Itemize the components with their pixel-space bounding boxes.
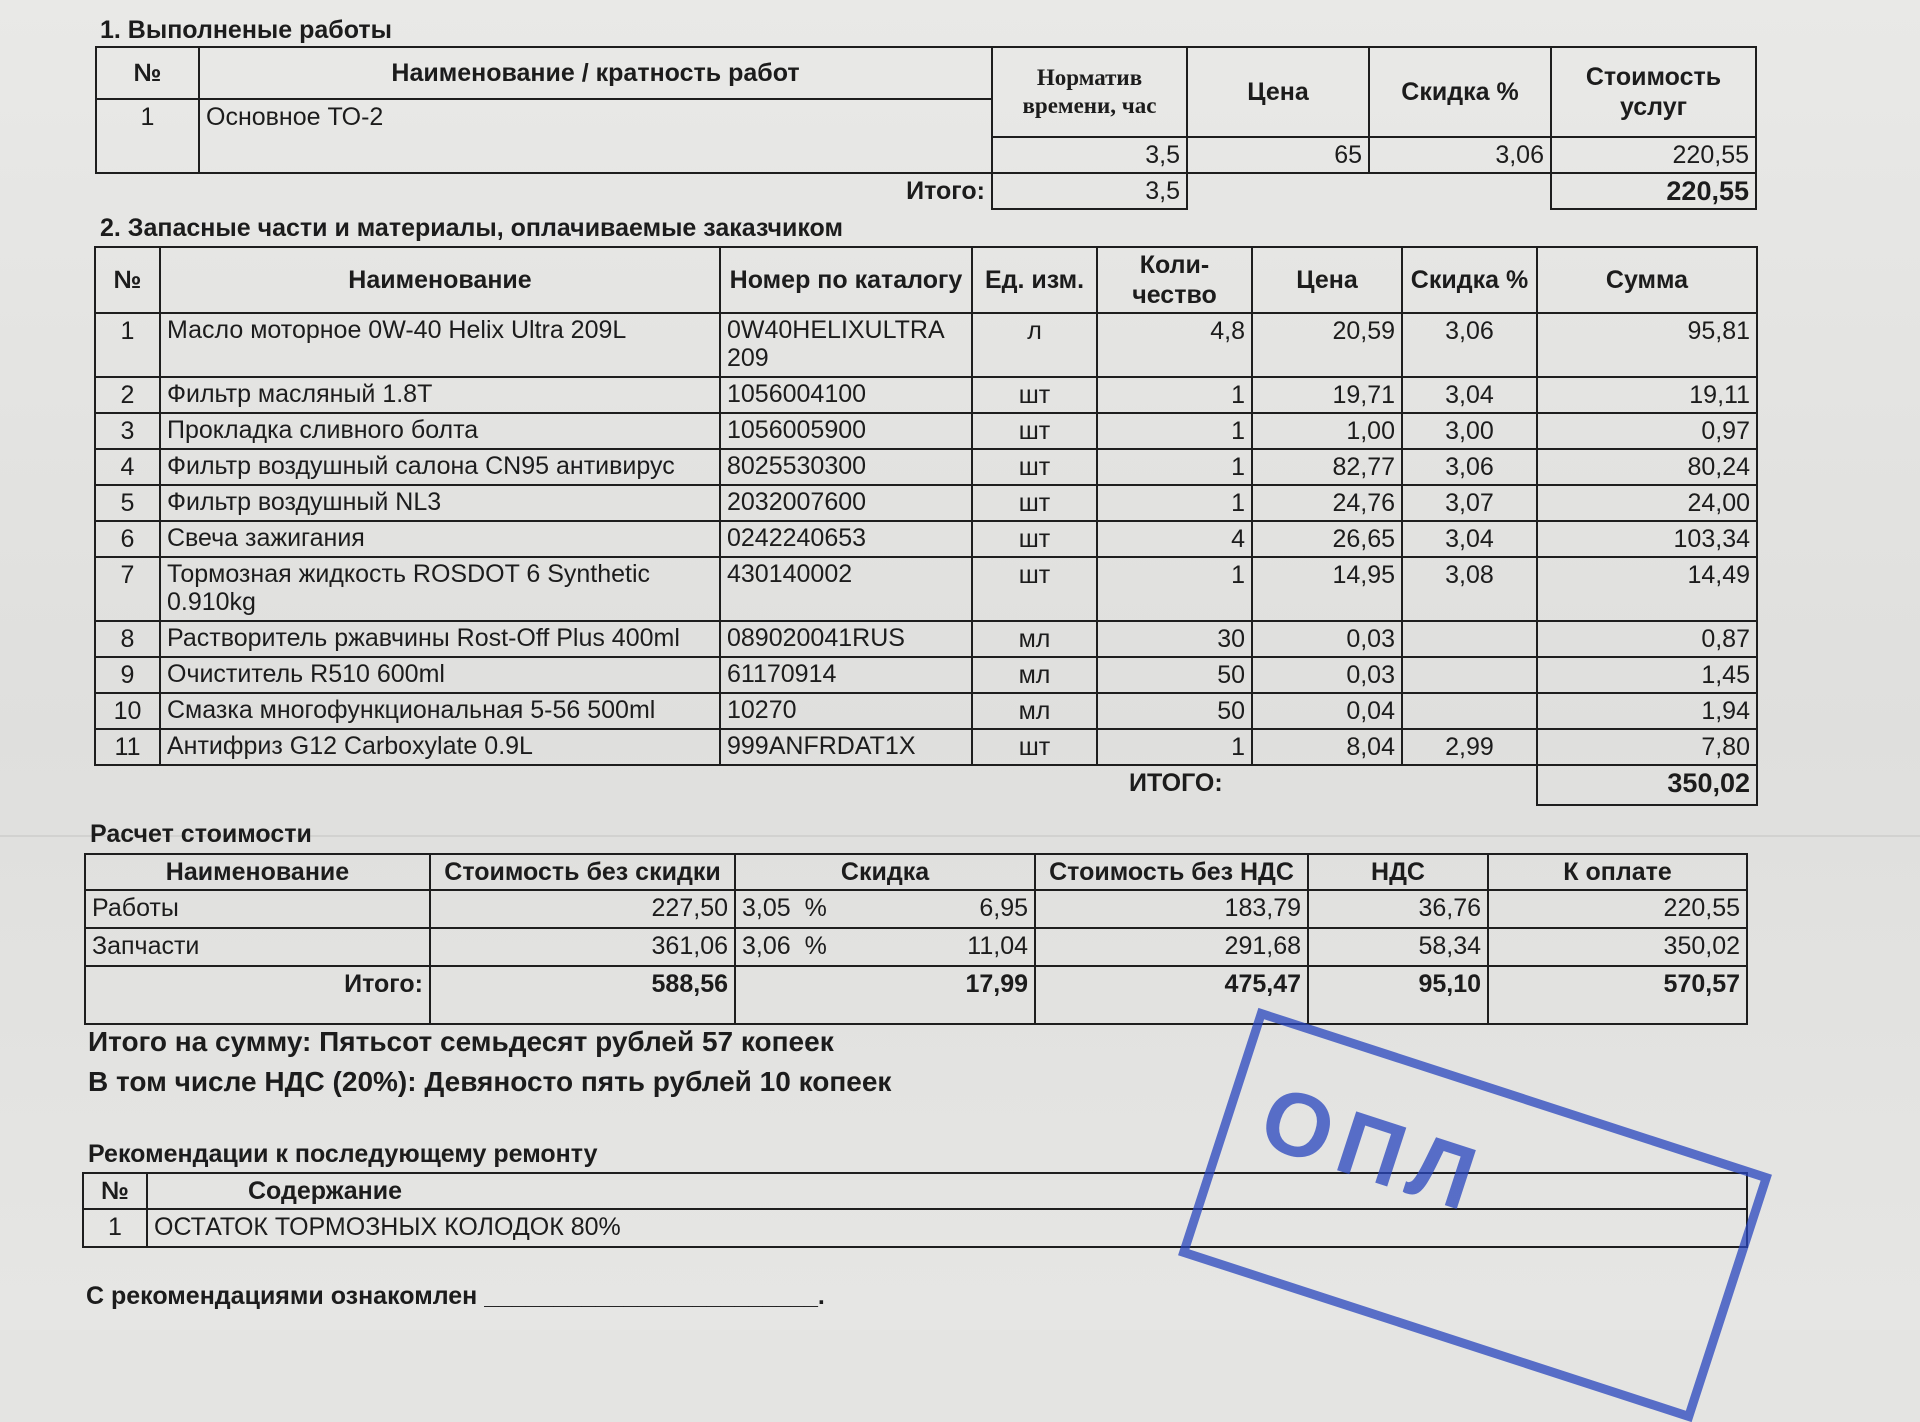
works-row-disc: 3,06 <box>1369 137 1551 173</box>
parts-cell-qty: 4 <box>1097 521 1252 557</box>
parts-cell-price: 82,77 <box>1252 449 1402 485</box>
reco-col-content: Содержание <box>147 1173 1747 1209</box>
parts-cell-unit: мл <box>972 621 1097 657</box>
parts-cell-cat: 089020041RUS <box>720 621 972 657</box>
parts-cell-name: Смазка многофункциональная 5-56 500ml <box>160 693 720 729</box>
parts-cell-no: 8 <box>95 621 160 657</box>
calc-cell-pay: 220,55 <box>1488 890 1747 928</box>
calc-pct-value: 3,05 <box>742 894 791 922</box>
parts-cell-sum: 95,81 <box>1537 313 1757 377</box>
calc-cell-novat: 183,79 <box>1035 890 1308 928</box>
calc-header-row <box>85 854 1747 890</box>
parts-cell-no: 10 <box>95 693 160 729</box>
parts-cell-no: 4 <box>95 449 160 485</box>
parts-col-sum: Сумма <box>1537 247 1757 313</box>
parts-cell-qty: 50 <box>1097 693 1252 729</box>
calc-cell-pay: 350,02 <box>1488 928 1747 966</box>
parts-cell-disc: 2,99 <box>1402 729 1537 765</box>
parts-cell-qty: 1 <box>1097 557 1252 621</box>
works-row-norm: 3,5 <box>992 137 1187 173</box>
parts-cell-qty: 1 <box>1097 485 1252 521</box>
works-row-name: Основное ТО-2 <box>199 99 992 173</box>
parts-cell-qty: 1 <box>1097 377 1252 413</box>
parts-cell-qty: 30 <box>1097 621 1252 657</box>
calc-col-nodisc: Стоимость без скидки <box>430 854 735 890</box>
calc-cell-nodisc: 361,06 <box>430 928 735 966</box>
section-1-title: 1. Выполненые работы <box>100 16 392 44</box>
parts-table <box>94 246 1758 806</box>
stamp: ОПЛ <box>1178 1008 1772 1422</box>
parts-row <box>95 521 1757 557</box>
parts-cell-qty: 1 <box>1097 413 1252 449</box>
reco-title: Рекомендации к последующему ремонту <box>88 1140 598 1168</box>
calc-total-nodisc: 588,56 <box>430 966 735 1024</box>
parts-cell-no: 9 <box>95 657 160 693</box>
parts-col-no: № <box>95 247 160 313</box>
parts-cell-cat: 0W40HELIXULTRA 209 <box>720 313 972 377</box>
parts-cell-sum: 103,34 <box>1537 521 1757 557</box>
parts-cell-name: Фильтр масляный 1.8T <box>160 377 720 413</box>
parts-cell-disc: 3,06 <box>1402 449 1537 485</box>
parts-cell-price: 19,71 <box>1252 377 1402 413</box>
calc-col-disc: Скидка <box>735 854 1035 890</box>
parts-cell-cat: 999ANFRDAT1X <box>720 729 972 765</box>
parts-row <box>95 313 1757 377</box>
parts-col-qty: Коли-чество <box>1097 247 1252 313</box>
parts-cell-price: 8,04 <box>1252 729 1402 765</box>
parts-row <box>95 557 1757 621</box>
calc-total-pay: 570,57 <box>1488 966 1747 1024</box>
reco-row-no: 1 <box>83 1209 147 1247</box>
calc-total-vat: 95,10 <box>1308 966 1488 1024</box>
parts-cell-unit: шт <box>972 521 1097 557</box>
parts-cell-cat: 430140002 <box>720 557 972 621</box>
works-col-disc: Скидка % <box>1369 47 1551 137</box>
parts-cell-no: 6 <box>95 521 160 557</box>
parts-cell-unit: шт <box>972 449 1097 485</box>
parts-cell-unit: л <box>972 313 1097 377</box>
parts-col-cat: Номер по каталогу <box>720 247 972 313</box>
works-col-cost: Стоимость услуг <box>1551 47 1756 137</box>
parts-header-row <box>95 247 1757 313</box>
works-col-name: Наименование / кратность работ <box>199 47 992 99</box>
parts-cell-disc: 3,06 <box>1402 313 1537 377</box>
parts-cell-cat: 2032007600 <box>720 485 972 521</box>
parts-cell-unit: шт <box>972 377 1097 413</box>
parts-cell-qty: 1 <box>1097 449 1252 485</box>
calc-row <box>85 890 1747 928</box>
parts-row <box>95 413 1757 449</box>
parts-cell-price: 24,76 <box>1252 485 1402 521</box>
signature-line: ________________________. <box>484 1282 825 1310</box>
calc-col-pay: К оплате <box>1488 854 1747 890</box>
parts-cell-unit: мл <box>972 657 1097 693</box>
calc-pct-value: 3,06 <box>742 932 791 960</box>
parts-total-sum: 350,02 <box>1537 765 1757 805</box>
ack-label <box>86 1282 825 1311</box>
parts-total-row <box>95 765 1757 805</box>
calc-cell-pct <box>735 928 875 966</box>
parts-cell-price: 20,59 <box>1252 313 1402 377</box>
parts-row <box>95 449 1757 485</box>
parts-cell-name: Растворитель ржавчины Rost-Off Plus 400ml <box>160 621 720 657</box>
parts-cell-qty: 50 <box>1097 657 1252 693</box>
calc-title: Расчет стоимости <box>90 820 312 848</box>
parts-cell-cat: 1056005900 <box>720 413 972 449</box>
parts-cell-disc <box>1402 657 1537 693</box>
parts-cell-qty: 1 <box>1097 729 1252 765</box>
parts-cell-sum: 7,80 <box>1537 729 1757 765</box>
works-header-row <box>96 47 1756 99</box>
parts-cell-sum: 0,97 <box>1537 413 1757 449</box>
parts-col-name: Наименование <box>160 247 720 313</box>
parts-cell-sum: 14,49 <box>1537 557 1757 621</box>
parts-col-disc: Скидка % <box>1402 247 1537 313</box>
reco-col-no: № <box>83 1173 147 1209</box>
calc-cell-novat: 291,68 <box>1035 928 1308 966</box>
parts-total-label: ИТОГО: <box>1129 769 1223 797</box>
works-total-label: Итого: <box>906 177 985 205</box>
ack-text: С рекомендациями ознакомлен <box>86 1282 478 1310</box>
calc-col-name: Наименование <box>85 854 430 890</box>
parts-cell-no: 3 <box>95 413 160 449</box>
parts-cell-cat: 61170914 <box>720 657 972 693</box>
parts-cell-sum: 0,87 <box>1537 621 1757 657</box>
parts-cell-name: Прокладка сливного болта <box>160 413 720 449</box>
calc-cell-vat: 58,34 <box>1308 928 1488 966</box>
parts-cell-unit: шт <box>972 413 1097 449</box>
calc-cell-vat: 36,76 <box>1308 890 1488 928</box>
parts-cell-sum: 1,94 <box>1537 693 1757 729</box>
works-total-norm: 3,5 <box>992 173 1187 209</box>
parts-cell-disc: 3,04 <box>1402 377 1537 413</box>
works-table <box>95 46 1757 210</box>
parts-cell-name: Очиститель R510 600ml <box>160 657 720 693</box>
section-2-title: 2. Запасные части и материалы, оплачиваемые заказчиком <box>100 214 843 242</box>
calc-cell-disc: 11,04 <box>875 928 1035 966</box>
calc-pct-sign: % <box>804 932 827 960</box>
calc-total-label: Итого: <box>85 966 430 1024</box>
works-col-norm: Норматив времени, час <box>992 47 1187 137</box>
parts-cell-sum: 1,45 <box>1537 657 1757 693</box>
parts-cell-unit: шт <box>972 557 1097 621</box>
parts-cell-no: 1 <box>95 313 160 377</box>
reco-row-content: ОСТАТОК ТОРМОЗНЫХ КОЛОДОК 80% <box>147 1209 1747 1247</box>
parts-cell-no: 5 <box>95 485 160 521</box>
parts-cell-no: 7 <box>95 557 160 621</box>
parts-cell-cat: 10270 <box>720 693 972 729</box>
calc-cell-name: Запчасти <box>85 928 430 966</box>
parts-cell-unit: мл <box>972 693 1097 729</box>
parts-cell-sum: 80,24 <box>1537 449 1757 485</box>
parts-cell-no: 11 <box>95 729 160 765</box>
parts-cell-cat: 0242240653 <box>720 521 972 557</box>
parts-cell-unit: шт <box>972 729 1097 765</box>
calc-cell-pct <box>735 890 875 928</box>
parts-col-price: Цена <box>1252 247 1402 313</box>
works-row-price: 65 <box>1187 137 1369 173</box>
parts-cell-name: Фильтр воздушный NL3 <box>160 485 720 521</box>
calc-col-novat: Стоимость без НДС <box>1035 854 1308 890</box>
parts-cell-disc: 3,00 <box>1402 413 1537 449</box>
parts-cell-disc <box>1402 621 1537 657</box>
parts-cell-disc: 3,04 <box>1402 521 1537 557</box>
parts-cell-price: 0,04 <box>1252 693 1402 729</box>
parts-cell-name: Фильтр воздушный салона CN95 антивирус <box>160 449 720 485</box>
works-row-cost: 220,55 <box>1551 137 1756 173</box>
parts-cell-unit: шт <box>972 485 1097 521</box>
works-total-row <box>96 173 1756 209</box>
parts-cell-cat: 8025530300 <box>720 449 972 485</box>
parts-cell-no: 2 <box>95 377 160 413</box>
works-col-no: № <box>96 47 199 99</box>
parts-cell-name: Масло моторное 0W-40 Helix Ultra 209L <box>160 313 720 377</box>
works-row-no: 1 <box>96 99 199 173</box>
calc-total-disc: 17,99 <box>735 966 1035 1024</box>
calc-cell-disc: 6,95 <box>875 890 1035 928</box>
works-col-price: Цена <box>1187 47 1369 137</box>
calc-col-vat: НДС <box>1308 854 1488 890</box>
parts-row <box>95 485 1757 521</box>
parts-cell-name: Антифриз G12 Carboxylate 0.9L <box>160 729 720 765</box>
parts-cell-disc: 3,07 <box>1402 485 1537 521</box>
parts-row <box>95 729 1757 765</box>
parts-cell-price: 0,03 <box>1252 657 1402 693</box>
parts-cell-price: 0,03 <box>1252 621 1402 657</box>
parts-cell-name: Тормозная жидкость ROSDOT 6 Synthetic 0.910kg <box>160 557 720 621</box>
parts-cell-qty: 4,8 <box>1097 313 1252 377</box>
parts-cell-price: 1,00 <box>1252 413 1402 449</box>
parts-row <box>95 693 1757 729</box>
calc-cell-name: Работы <box>85 890 430 928</box>
calc-table <box>84 853 1748 1025</box>
parts-row <box>95 657 1757 693</box>
sum-in-words: Итого на сумму: Пятьсот семьдесят рублей 57 копеек <box>88 1026 834 1057</box>
calc-row <box>85 928 1747 966</box>
calc-total-novat: 475,47 <box>1035 966 1308 1024</box>
calc-total-row <box>85 966 1747 1024</box>
vat-in-words: В том числе НДС (20%): Девяносто пять рублей 10 копеек <box>88 1066 892 1097</box>
calc-cell-nodisc: 227,50 <box>430 890 735 928</box>
works-total-cost: 220,55 <box>1551 173 1756 209</box>
parts-cell-price: 26,65 <box>1252 521 1402 557</box>
parts-cell-sum: 24,00 <box>1537 485 1757 521</box>
parts-row <box>95 621 1757 657</box>
calc-pct-sign: % <box>804 894 827 922</box>
parts-cell-cat: 1056004100 <box>720 377 972 413</box>
parts-cell-disc: 3,08 <box>1402 557 1537 621</box>
parts-cell-price: 14,95 <box>1252 557 1402 621</box>
parts-cell-sum: 19,11 <box>1537 377 1757 413</box>
parts-row <box>95 377 1757 413</box>
parts-cell-name: Свеча зажигания <box>160 521 720 557</box>
parts-cell-disc <box>1402 693 1537 729</box>
parts-col-unit: Ед. изм. <box>972 247 1097 313</box>
